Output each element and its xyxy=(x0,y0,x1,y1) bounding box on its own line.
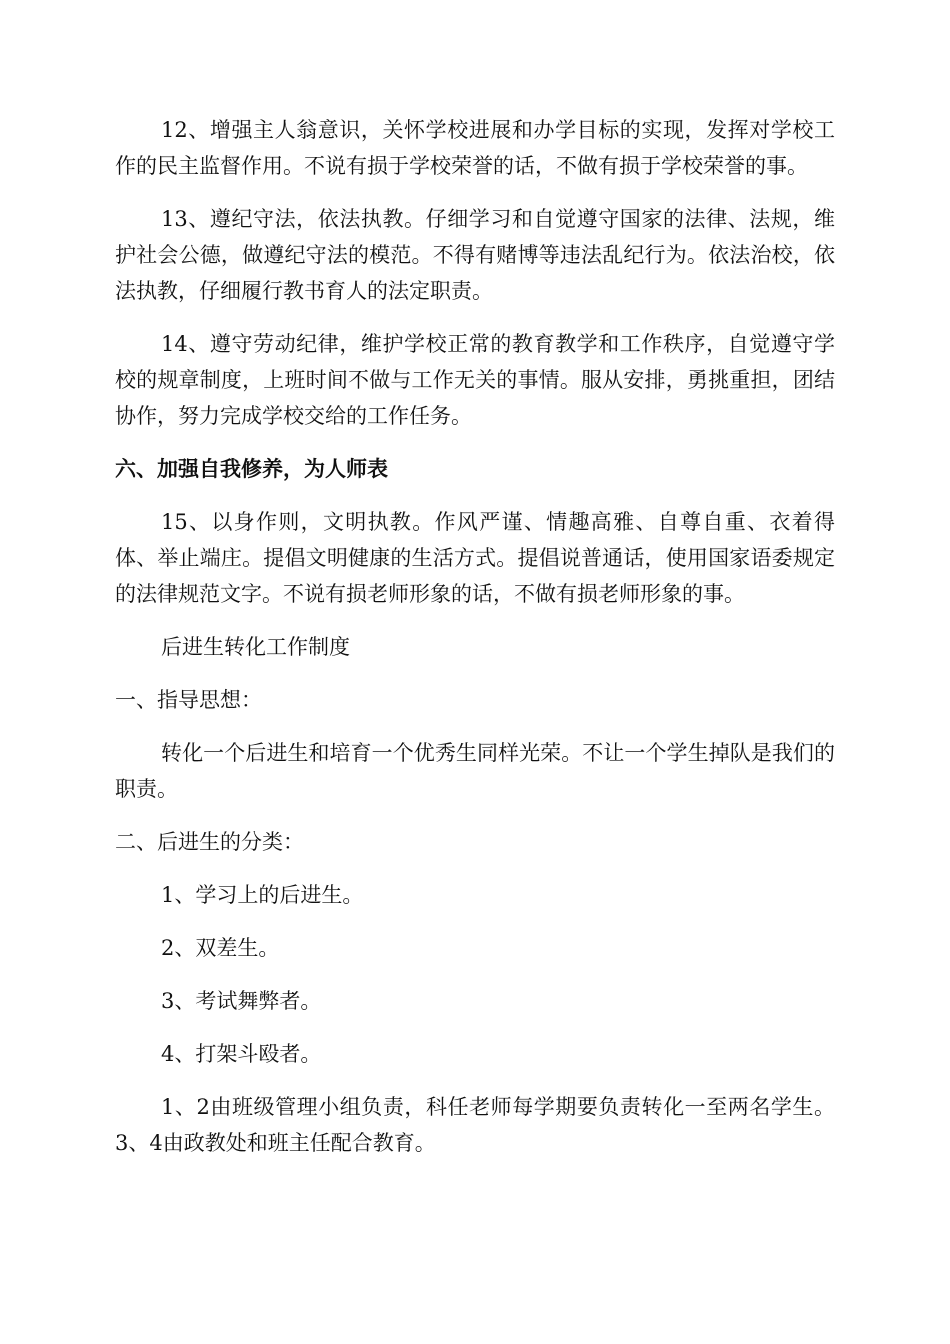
section-title: 后进生转化工作制度 xyxy=(161,635,350,659)
list-item-3: 3、考试舞弊者。 xyxy=(161,989,322,1013)
paragraph-item-14: 14、遵守劳动纪律，维护学校正常的教育教学和工作秩序，自觉遵守学校的规章制度，上班时间不做与工作无关的事情。服从安排，勇挑重担，团结协作，努力完成学校交给的工作任务。 xyxy=(115,332,835,428)
paragraph-responsibility: 1、2由班级管理小组负责，科任老师每学期要负责转化一至两名学生。3、4由政教处和班主任配合教育。 xyxy=(115,1095,835,1155)
list-item-1: 1、学习上的后进生。 xyxy=(161,883,364,907)
paragraph-item-13: 13、遵纪守法，依法执教。仔细学习和自觉遵守国家的法律、法规，维护社会公德，做遵纪守法的模范。不得有赌博等违法乱纪行为。依法治校，依法执教，仔细履行教书育人的法定职责。 xyxy=(115,207,835,303)
paragraph-item-15: 15、以身作则，文明执教。作风严谨、情趣高雅、自尊自重、衣着得体、举止端庄。提倡文明健康的生活方式。提倡说普通话，使用国家语委规定的法律规范文字。不说有损老师形象的话，不做有损老师形象的事。 xyxy=(115,510,835,606)
heading-classification: 二、后进生的分类： xyxy=(115,830,304,854)
paragraph-guiding-thought: 转化一个后进生和培育一个优秀生同样光荣。不让一个学生掉队是我们的职责。 xyxy=(115,741,835,801)
section-heading-six: 六、加强自我修养，为人师表 xyxy=(115,456,388,481)
document-page xyxy=(115,112,835,1161)
heading-guiding-thought: 一、指导思想： xyxy=(115,688,262,712)
paragraph-item-12: 12、增强主人翁意识，关怀学校进展和办学目标的实现，发挥对学校工作的民主监督作用。不说有损于学校荣誉的话，不做有损于学校荣誉的事。 xyxy=(115,118,835,178)
list-item-2: 2、双差生。 xyxy=(161,936,280,960)
list-item-4: 4、打架斗殴者。 xyxy=(161,1042,322,1066)
